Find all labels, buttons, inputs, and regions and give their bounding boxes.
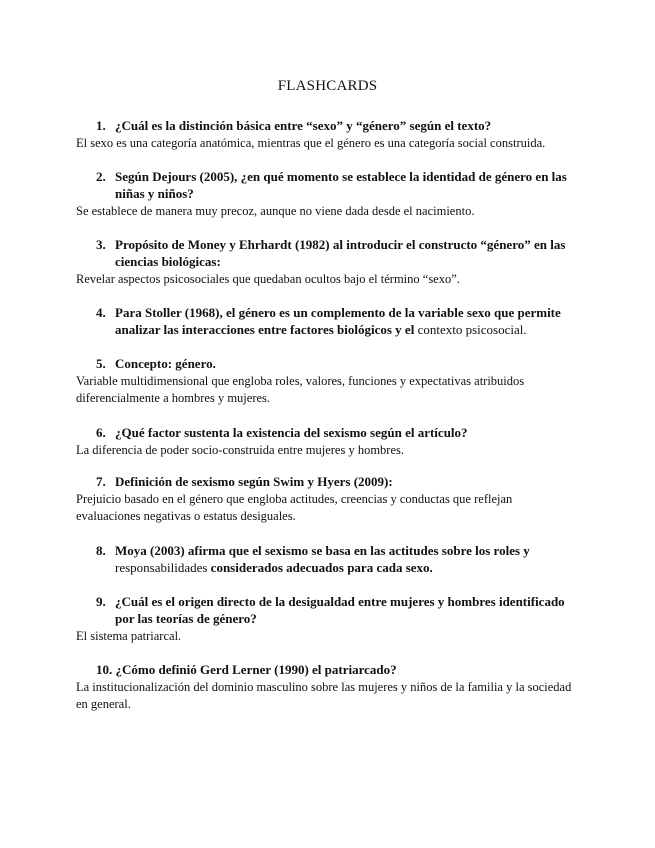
question-10 — [76, 661, 576, 678]
question-text: ¿Qué factor sustenta la existencia del sexismo según el artículo? — [115, 425, 468, 440]
question-text: ¿Cuál es la distinción básica entre “sexo” y “género” según el texto? — [115, 118, 492, 133]
answer-5: Variable multidimensional que engloba roles, valores, funciones y expectativas atribuidos diferencialmente a hombres y mujeres. — [76, 374, 525, 405]
question-text: ¿Cómo definió Gerd Lerner (1990) el patriarcado? — [115, 662, 397, 677]
answer-9: El sistema patriarcal. — [76, 629, 182, 643]
page-title: FLASHCARDS — [277, 78, 378, 94]
question-text: Definición de sexismo según Swim y Hyers (2009): — [115, 474, 393, 489]
question-number: 2. — [96, 169, 106, 184]
question-text-plain: responsabilidades — [115, 560, 208, 575]
question-4 — [76, 304, 576, 338]
answer-10: La institucionalización del dominio masculino sobre las mujeres y niños de la familia y la sociedad en general. — [76, 680, 572, 711]
flashcard-8 — [76, 542, 576, 576]
flashcard-6 — [76, 424, 576, 459]
question-text-bold: considerados adecuados para cada sexo. — [207, 560, 433, 575]
answer-2: Se establece de manera muy precoz, aunque no viene dada desde el nacimiento. — [76, 204, 475, 218]
question-number: 3. — [96, 237, 106, 252]
flashcard-3 — [76, 236, 576, 288]
question-number: 1. — [96, 118, 106, 133]
flashcard-1 — [76, 117, 576, 152]
question-3 — [76, 236, 576, 270]
answer-3: Revelar aspectos psicosociales que quedaban ocultos bajo el término “sexo”. — [76, 272, 460, 286]
question-number: 6. — [96, 425, 106, 440]
flashcard-10 — [76, 661, 576, 713]
flashcard-9 — [76, 593, 576, 645]
flashcard-5 — [76, 355, 576, 407]
question-number: 4. — [96, 305, 106, 320]
flashcard-7 — [76, 473, 576, 525]
question-text: Según Dejours (2005), ¿en qué momento se establece la identidad de género en las niñas y niños? — [115, 169, 567, 201]
answer-7: Prejuicio basado en el género que engloba actitudes, creencias y conductas que reflejan evaluaciones negativas o estatus desiguales. — [76, 492, 513, 523]
question-1 — [76, 117, 576, 134]
question-5 — [76, 355, 576, 372]
question-number: 9. — [96, 594, 106, 609]
question-text: Para Stoller (1968), el género es un complemento de la variable sexo que permite analizar las interacciones entre factores biológicos y el — [115, 305, 561, 337]
question-7 — [76, 473, 576, 490]
question-text: Concepto: género. — [115, 356, 216, 371]
answer-1: El sexo es una categoría anatómica, mientras que el género es una categoría social construida. — [76, 136, 546, 150]
question-text: Propósito de Money y Ehrhardt (1982) al introducir el constructo “género” en las ciencias biológicas: — [115, 237, 566, 269]
question-text-plain: contexto psicosocial. — [414, 322, 527, 337]
question-number: 7. — [96, 474, 106, 489]
question-8 — [76, 542, 576, 576]
question-number: 5. — [96, 356, 106, 371]
flashcard-4 — [76, 304, 576, 338]
question-text: ¿Cuál es el origen directo de la desigualdad entre mujeres y hombres identificado por las teorías de género? — [115, 594, 565, 626]
question-2 — [76, 168, 576, 202]
question-6 — [76, 424, 576, 441]
question-number: 10. — [96, 662, 113, 677]
question-9 — [76, 593, 576, 627]
flashcard-2 — [76, 168, 576, 220]
question-text: Moya (2003) afirma que el sexismo se basa en las actitudes sobre los roles y — [115, 543, 530, 558]
question-number: 8. — [96, 543, 106, 558]
answer-6: La diferencia de poder socio-construida entre mujeres y hombres. — [76, 443, 404, 457]
